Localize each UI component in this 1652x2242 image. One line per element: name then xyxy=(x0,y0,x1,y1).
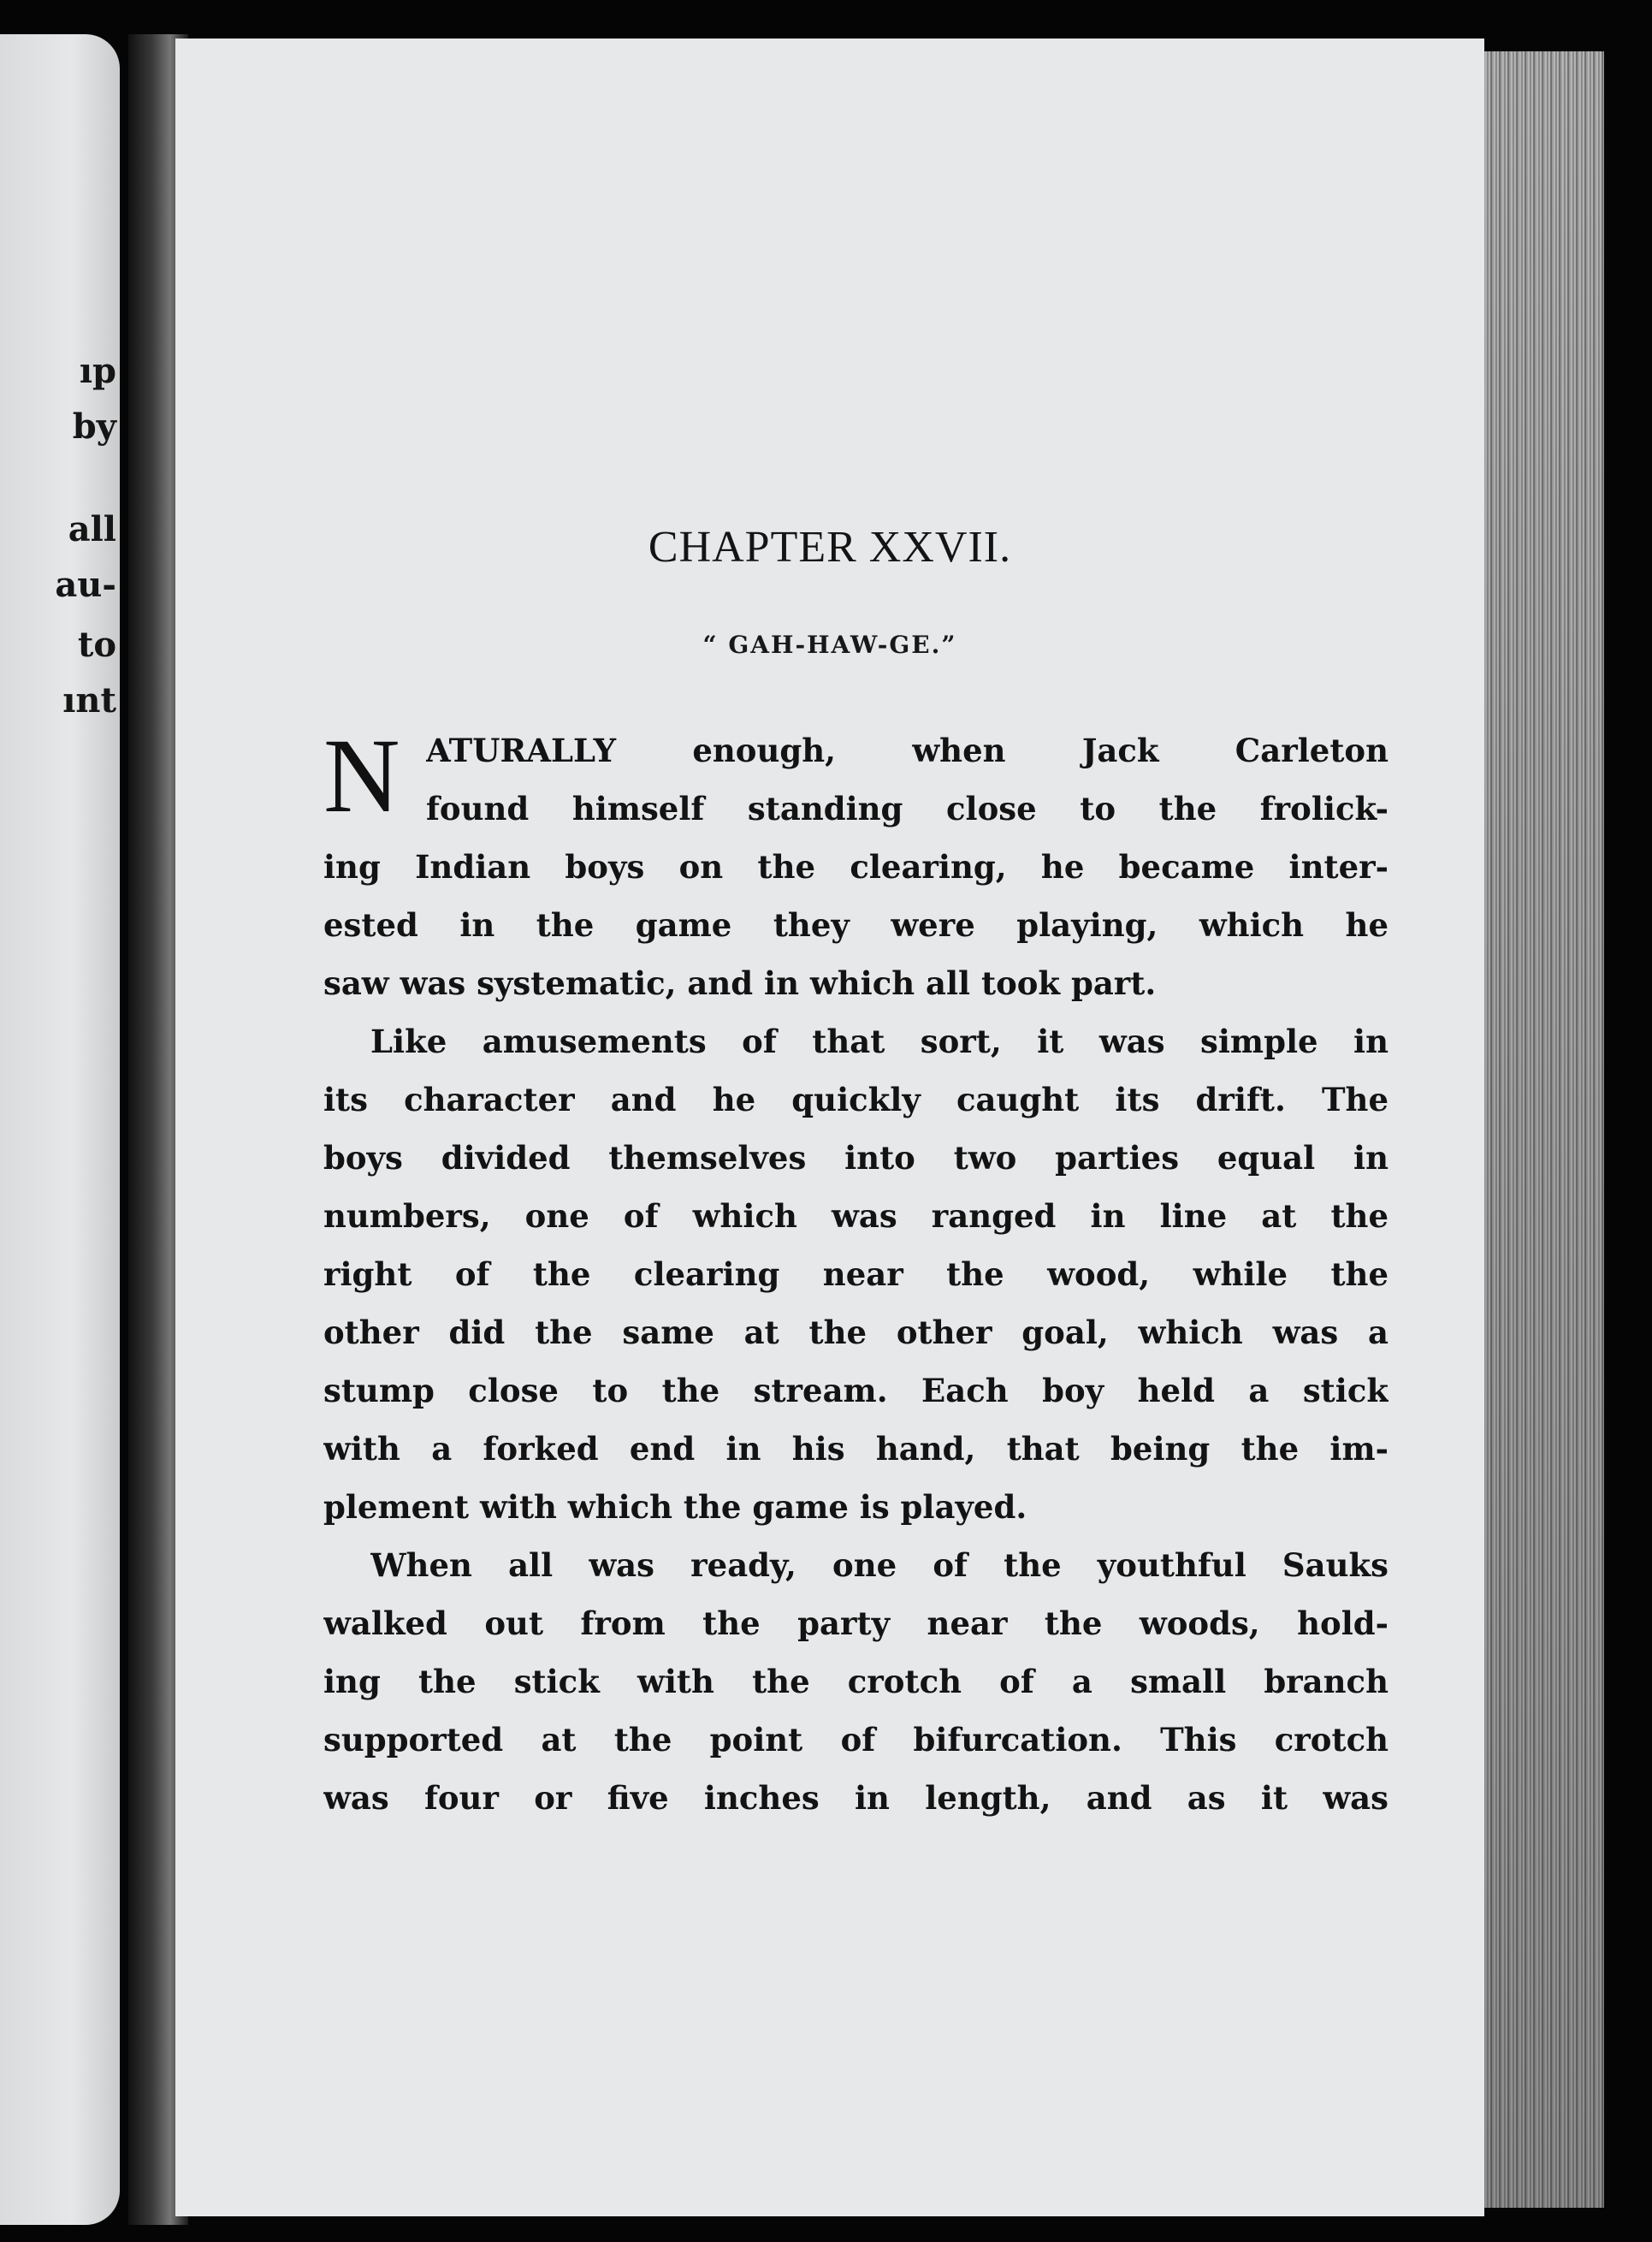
left-facing-page xyxy=(0,34,120,2225)
text-line: saw was systematic, and in which all took part. xyxy=(323,964,1157,1002)
book-page xyxy=(175,39,1484,2216)
left-fragment: by xyxy=(72,406,116,447)
text-line: numbers, one of which was ranged in line at the xyxy=(323,1197,1389,1235)
text-line: ing Indian boys on the clearing, he became inter- xyxy=(323,848,1389,886)
text-line: ing the stick with the crotch of a small branch xyxy=(323,1663,1389,1700)
chapter-heading: CHAPTER XXVII. xyxy=(648,523,1012,572)
text-line: right of the clearing near the wood, while the xyxy=(323,1255,1389,1293)
text-line: plement with which the game is played. xyxy=(323,1488,1027,1526)
left-fragment: to xyxy=(77,625,116,665)
left-fragment: all xyxy=(68,509,116,549)
text-line: supported at the point of bifurcation. This crotch xyxy=(323,1721,1389,1759)
left-fragment: ınt xyxy=(62,680,116,721)
text-line: ATURALLY enough, when Jack Carleton xyxy=(426,732,1389,769)
text-line: ested in the game they were playing, which he xyxy=(323,906,1389,944)
drop-cap: N xyxy=(323,717,400,834)
text-line: other did the same at the other goal, which was a xyxy=(323,1314,1389,1351)
text-line: with a forked end in his hand, that being the im- xyxy=(323,1430,1389,1468)
text-line: was four or five inches in length, and as it was xyxy=(323,1779,1389,1817)
text-line: stump close to the stream. Each boy held a stick xyxy=(323,1372,1389,1409)
chapter-subtitle: “ GAH-HAW-GE.” xyxy=(702,631,957,659)
text-line: walked out from the party near the woods, hold- xyxy=(323,1604,1389,1642)
left-fragment: ıp xyxy=(79,351,116,391)
text-line: When all was ready, one of the youthful Sauks xyxy=(370,1546,1389,1584)
page-edge-stack xyxy=(1484,51,1604,2208)
text-line: found himself standing close to the frolick- xyxy=(426,790,1389,827)
text-line: Like amusements of that sort, it was simple in xyxy=(370,1023,1389,1060)
left-fragment: au- xyxy=(55,565,116,605)
text-line: boys divided themselves into two parties equal in xyxy=(323,1139,1389,1177)
text-line: its character and he quickly caught its drift. The xyxy=(323,1081,1389,1118)
